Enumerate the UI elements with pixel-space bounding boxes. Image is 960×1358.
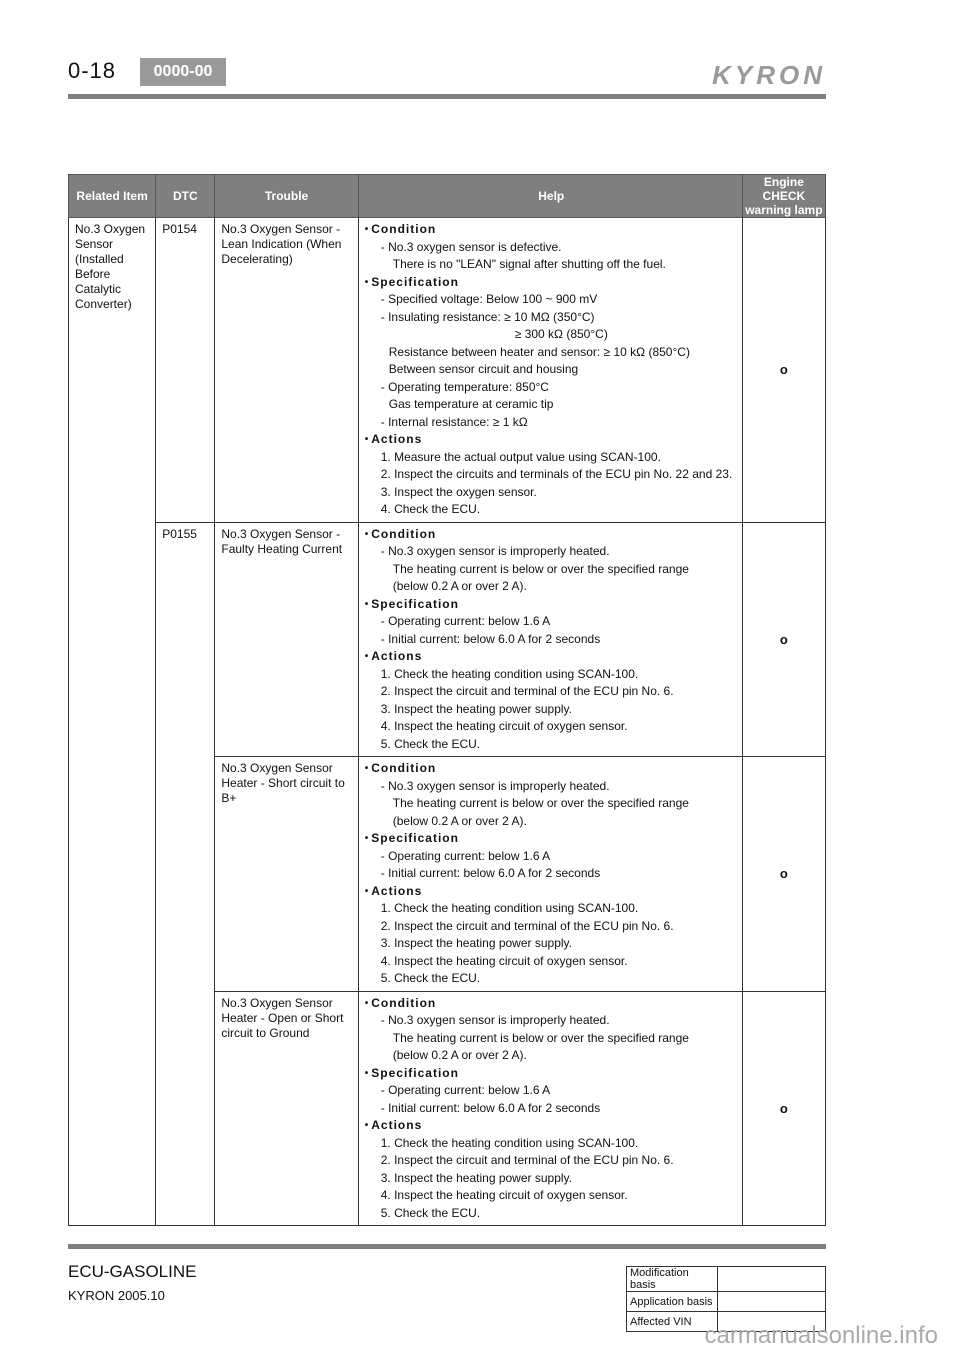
help-line: - Operating current: below 1.6 A bbox=[380, 848, 551, 863]
help-line: - Initial current: below 6.0 A for 2 seconds bbox=[380, 866, 601, 880]
help-section-heading bbox=[365, 760, 738, 778]
application-basis-value bbox=[718, 1292, 826, 1312]
table-row bbox=[69, 218, 826, 523]
warning-lamp-cell: o bbox=[742, 757, 825, 992]
help-line: - Internal resistance: ≥ 1 kΩ bbox=[380, 414, 528, 429]
bullet-icon: • bbox=[364, 997, 370, 1009]
help-heading-text: Condition bbox=[371, 222, 437, 236]
bullet-icon: • bbox=[364, 1067, 370, 1079]
help-line: 4. Inspect the heating circuit of oxygen sensor. bbox=[380, 953, 628, 968]
help-line: 3. Inspect the oxygen sensor. bbox=[380, 484, 537, 499]
help-line: The heating current is below or over the specified range bbox=[392, 796, 689, 810]
dtc-code-cell: P0155 bbox=[156, 522, 215, 1226]
help-heading-text: Condition bbox=[371, 526, 437, 541]
help-section-heading bbox=[365, 431, 738, 449]
help-heading-text: Actions bbox=[371, 432, 423, 446]
help-line: - Operating current: below 1.6 A bbox=[380, 1083, 551, 1097]
help-section-heading bbox=[365, 596, 738, 614]
help-line: 3. Inspect the heating power supply. bbox=[380, 701, 572, 716]
help-section-heading bbox=[365, 274, 738, 292]
dtc-code-cell: P0154 bbox=[156, 218, 215, 523]
help-cell bbox=[358, 218, 742, 523]
help-line: 3. Inspect the heating power supply. bbox=[380, 1170, 572, 1185]
header-dtc: DTC bbox=[156, 175, 215, 218]
help-line: - No.3 oxygen sensor is improperly heated. bbox=[380, 1013, 610, 1027]
help-line: - Initial current: below 6.0 A for 2 seconds bbox=[380, 631, 601, 646]
header-trouble: Trouble bbox=[215, 175, 358, 218]
help-section-heading bbox=[365, 1117, 738, 1135]
help-line: The heating current is below or over the specified range bbox=[392, 1030, 689, 1045]
help-section-heading bbox=[365, 526, 738, 544]
bullet-icon: • bbox=[364, 276, 370, 288]
modification-basis-value bbox=[718, 1267, 826, 1292]
bullet-icon: • bbox=[364, 224, 370, 235]
help-line: - Insulating resistance: ≥ 10 MΩ (350°C) bbox=[380, 309, 595, 324]
help-heading-text: Specification bbox=[371, 831, 459, 845]
help-heading-text: Actions bbox=[371, 649, 423, 663]
footer-title: ECU-GASOLINE bbox=[68, 1262, 197, 1281]
help-line: - No.3 oxygen sensor is defective. bbox=[380, 239, 562, 254]
help-line: Between sensor circuit and housing bbox=[388, 362, 579, 376]
footer-divider bbox=[68, 1244, 826, 1249]
help-heading-text: Condition bbox=[371, 761, 437, 775]
help-heading-text: Specification bbox=[371, 274, 459, 289]
help-line: - Initial current: below 6.0 A for 2 seconds bbox=[380, 1100, 601, 1115]
table-header-row bbox=[69, 175, 826, 218]
help-line: 4. Inspect the heating circuit of oxygen sensor. bbox=[380, 719, 628, 733]
trouble-cell: No.3 Oxygen Sensor - Faulty Heating Current bbox=[215, 522, 358, 757]
watermark: carmanualsonline.info bbox=[704, 1322, 938, 1349]
help-line: 4. Check the ECU. bbox=[380, 502, 481, 516]
help-line: 4. Inspect the heating circuit of oxygen sensor. bbox=[380, 1188, 628, 1202]
help-line: - Operating current: below 1.6 A bbox=[380, 614, 551, 628]
help-heading-text: Actions bbox=[371, 883, 423, 898]
help-line: - Specified voltage: Below 100 ~ 900 mV bbox=[380, 292, 598, 306]
help-line: - No.3 oxygen sensor is improperly heated. bbox=[380, 778, 610, 793]
warning-lamp-cell: o bbox=[742, 218, 825, 523]
bullet-icon: • bbox=[364, 528, 370, 540]
help-line: 5. Check the ECU. bbox=[380, 971, 481, 985]
help-line: (below 0.2 A or over 2 A). bbox=[392, 1048, 527, 1062]
help-heading-text: Specification bbox=[371, 596, 459, 611]
dtc-table bbox=[68, 174, 826, 1226]
modification-basis-label: Modification basis bbox=[627, 1267, 718, 1292]
help-line: - No.3 oxygen sensor is improperly heated. bbox=[380, 544, 610, 558]
help-line: There is no "LEAN" signal after shutting off the fuel. bbox=[392, 257, 666, 271]
help-cell bbox=[358, 522, 742, 757]
bullet-icon: • bbox=[364, 763, 370, 774]
help-cell bbox=[358, 991, 742, 1226]
help-heading-text: Condition bbox=[371, 995, 437, 1010]
help-line: - Operating temperature: 850°C bbox=[380, 379, 549, 394]
help-line: ≥ 300 kΩ (850°C) bbox=[514, 327, 608, 341]
affected-vin-label: Affected VIN bbox=[627, 1312, 718, 1332]
help-line: 2. Inspect the circuit and terminal of the ECU pin No. 6. bbox=[380, 1153, 674, 1167]
help-line: 3. Inspect the heating power supply. bbox=[380, 936, 572, 950]
help-line: 1. Check the heating condition using SCAN-100. bbox=[380, 901, 639, 915]
header-related-item: Related Item bbox=[69, 175, 156, 218]
help-section-heading bbox=[365, 1065, 738, 1083]
trouble-cell: No.3 Oxygen Sensor Heater - Open or Short circuit to Ground bbox=[215, 991, 358, 1226]
related-item-cell: No.3 Oxygen Sensor (Installed Before Catalytic Converter) bbox=[69, 218, 156, 1226]
help-section-heading bbox=[365, 995, 738, 1013]
warning-lamp-cell: o bbox=[742, 522, 825, 757]
bullet-icon: • bbox=[364, 434, 370, 445]
help-line: 2. Inspect the circuit and terminal of the ECU pin No. 6. bbox=[380, 684, 674, 698]
warning-lamp-cell: o bbox=[742, 991, 825, 1226]
help-line: Gas temperature at ceramic tip bbox=[388, 397, 554, 411]
page-number: 0-18 bbox=[68, 58, 117, 83]
header-warning-lamp: Engine CHECK warning lamp bbox=[742, 175, 825, 218]
help-line: 5. Check the ECU. bbox=[380, 736, 481, 751]
help-line: 2. Inspect the circuits and terminals of the ECU pin No. 22 and 23. bbox=[380, 467, 733, 481]
bullet-icon: • bbox=[364, 1120, 370, 1131]
trouble-cell: No.3 Oxygen Sensor - Lean Indication (When Decelerating) bbox=[215, 218, 358, 523]
header-divider bbox=[68, 94, 826, 99]
table-row bbox=[627, 1267, 826, 1292]
bullet-icon: • bbox=[364, 651, 370, 662]
help-cell bbox=[358, 757, 742, 992]
table-row bbox=[69, 522, 826, 757]
help-line: The heating current is below or over the specified range bbox=[392, 561, 689, 576]
application-basis-label: Application basis bbox=[627, 1292, 718, 1312]
help-heading-text: Specification bbox=[371, 1065, 459, 1080]
help-line: (below 0.2 A or over 2 A). bbox=[392, 813, 527, 828]
help-line: Resistance between heater and sensor: ≥ 10 kΩ (850°C) bbox=[388, 344, 690, 359]
help-line: 1. Measure the actual output value using SCAN-100. bbox=[380, 449, 661, 464]
header-help: Help bbox=[358, 175, 742, 218]
table-row bbox=[627, 1292, 826, 1312]
bullet-icon: • bbox=[364, 833, 370, 844]
help-section-heading bbox=[365, 648, 738, 666]
help-line: 1. Check the heating condition using SCAN-100. bbox=[380, 1135, 639, 1150]
section-code-badge: 0000-00 bbox=[140, 58, 226, 86]
help-heading-text: Actions bbox=[371, 1118, 423, 1132]
help-line: (below 0.2 A or over 2 A). bbox=[392, 579, 527, 593]
footer-subtitle: KYRON 2005.10 bbox=[68, 1288, 165, 1303]
trouble-cell: No.3 Oxygen Sensor Heater - Short circuit to B+ bbox=[215, 757, 358, 992]
help-line: 2. Inspect the circuit and terminal of the ECU pin No. 6. bbox=[380, 918, 674, 933]
brand-logo: KYRON bbox=[712, 60, 826, 90]
bullet-icon: • bbox=[364, 598, 370, 610]
help-line: 1. Check the heating condition using SCAN-100. bbox=[380, 666, 639, 681]
help-section-heading bbox=[365, 221, 738, 239]
help-section-heading bbox=[365, 883, 738, 901]
help-line: 5. Check the ECU. bbox=[380, 1205, 481, 1220]
help-section-heading bbox=[365, 830, 738, 848]
bullet-icon: • bbox=[364, 885, 370, 897]
